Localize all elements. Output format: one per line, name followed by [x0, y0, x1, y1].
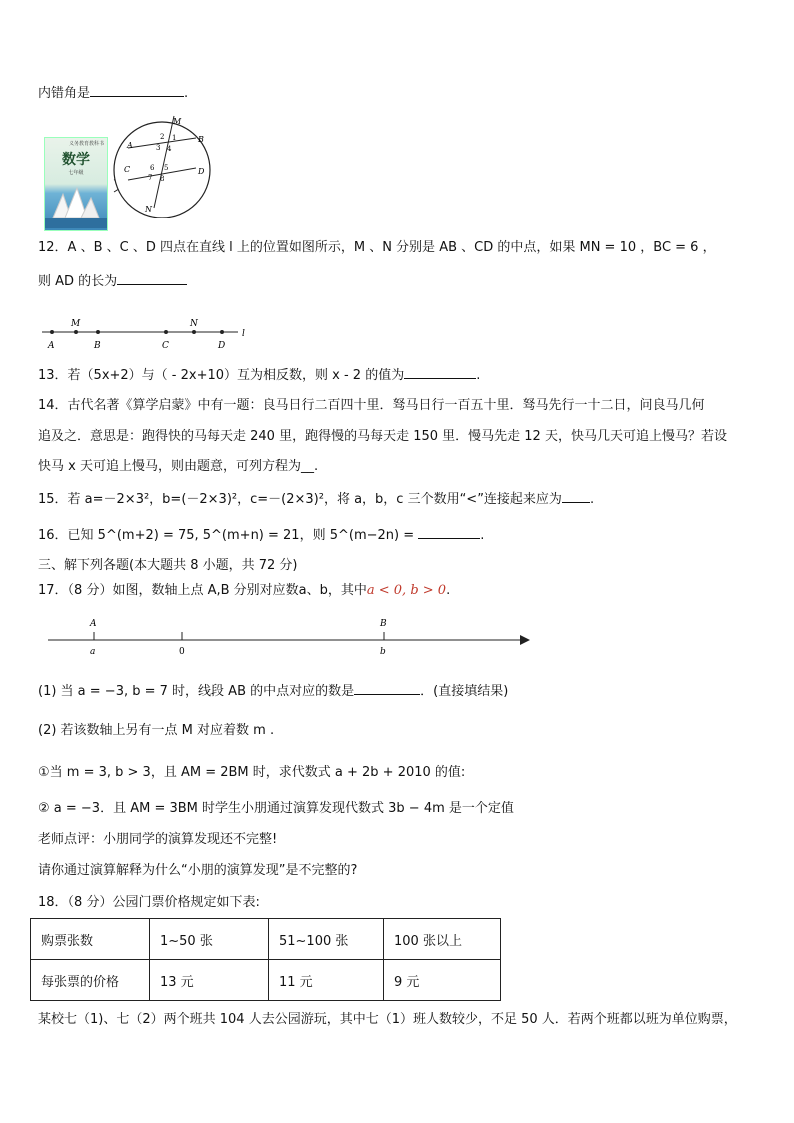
- q11-end: .: [184, 86, 189, 101]
- angle-1: 1: [172, 134, 177, 142]
- book-title: 数学: [62, 152, 90, 168]
- label-M: M: [173, 117, 182, 126]
- arrow-icon: [520, 635, 530, 645]
- point-N: [192, 330, 196, 334]
- angle-5: 5: [164, 164, 169, 172]
- label-N: N: [145, 205, 152, 214]
- number-line-figure: [46, 614, 546, 660]
- book-series: 义务教育教科书: [68, 141, 104, 147]
- label-B: B: [94, 341, 101, 351]
- q17-part2: (2) 若该数轴上另有一点 M 对应着数 m .: [38, 723, 275, 738]
- q13-answer-blank: [404, 364, 476, 379]
- label-N: N: [190, 319, 198, 329]
- q17-question: 请你通过演算解释为什么“小朋的演算发现”是不完整的?: [38, 863, 358, 878]
- q17-text: 17．（8 分）如图，数轴上点 A,B 分别对应数a、b，其中: [38, 583, 367, 598]
- points-on-line-figure: [38, 318, 258, 358]
- intersecting-lines-figure: [100, 108, 220, 218]
- q17-condition: a < 0, b > 0: [366, 583, 447, 598]
- q16: [38, 524, 484, 546]
- q12-answer-blank: [117, 270, 187, 285]
- label-D: D: [198, 167, 205, 176]
- table-cell: 13 元: [150, 960, 269, 1001]
- point-A: [50, 330, 54, 334]
- label-B: B: [380, 619, 387, 629]
- label-D: D: [218, 341, 226, 351]
- opera-house-image: [45, 178, 107, 228]
- q11-answer-blank: [90, 82, 184, 97]
- q12-text: A 、B 、C 、D 四点在直线 l 上的位置如图所示，M 、N 分别是 AB 、CD 的中点，如果 MN = 10 ，BC = 6 ，: [67, 240, 716, 255]
- point-C: [164, 330, 168, 334]
- q15-answer-blank: [562, 488, 590, 503]
- angle-2: 2: [160, 133, 165, 141]
- ticket-price-table: [30, 918, 501, 1001]
- textbook-cover: [44, 137, 108, 231]
- label-C: C: [124, 165, 131, 174]
- q17-end: .: [446, 583, 451, 598]
- q12-ask: 则 AD 的长为: [38, 274, 118, 289]
- table-cell: 1~50 张: [150, 919, 269, 960]
- angle-4: 4: [167, 145, 172, 153]
- label-b: b: [380, 647, 386, 657]
- table-cell: 11 元: [269, 960, 384, 1001]
- q12-number: 12．: [38, 240, 68, 255]
- label-C: C: [162, 341, 169, 351]
- table-cell: 9 元: [384, 960, 501, 1001]
- table-cell: 每张票的价格: [31, 960, 150, 1001]
- q12-line2: [38, 270, 187, 292]
- label-l: l: [242, 329, 245, 339]
- table-cell: 51~100 张: [269, 919, 384, 960]
- angle-7: 7: [148, 174, 153, 182]
- table-row: [31, 919, 501, 960]
- label-M: M: [71, 319, 81, 329]
- q11-tail: [38, 82, 188, 104]
- q16-end: .: [480, 528, 485, 543]
- q16-answer-blank: [418, 524, 480, 539]
- q14-line2: 追及之．意思是：跑得快的马每天走 240 里，跑得慢的马每天走 150 里．慢马先走 12 天，快马几天可追上慢马？若设: [38, 429, 727, 444]
- q17-part1-note: ．(直接填结果): [420, 684, 509, 699]
- q13-end: .: [476, 368, 481, 383]
- book-grade: 七年级: [68, 170, 84, 176]
- angle-8: 8: [160, 175, 165, 183]
- section-3-title: 三、解下列各题(本大题共 8 小题，共 72 分): [38, 558, 298, 573]
- table-cell: 100 张以上: [384, 919, 501, 960]
- q16-text: 16．已知 5^(m+2) = 75, 5^(m+n) = 21，则 5^(m−2n) =: [38, 528, 419, 543]
- q18-tail: 某校七（1)、七（2）两个班共 104 人去公园游玩，其中七（1）班人数较少，不足 50 人．若两个班都以班为单位购票，: [38, 1012, 737, 1027]
- q13: [38, 364, 480, 386]
- q17-head: [38, 581, 450, 601]
- q18-head: 18．（8 分）公园门票价格规定如下表:: [38, 895, 260, 910]
- angle-6: 6: [150, 164, 155, 172]
- q13-text: 13．若（5x+2）与（ - 2x+10）互为相反数，则 x - 2 的值为: [38, 368, 405, 383]
- table-row: [31, 960, 501, 1001]
- q14-line1: 14．古代名著《算学启蒙》中有一题：良马日行二百四十里．驽马日行一百五十里．驽马先行一十二日，问良马几何: [38, 398, 705, 413]
- q17-part1-text: (1) 当 a = −3, b = 7 时，线段 AB 的中点对应的数是: [38, 684, 355, 699]
- point-B: [96, 330, 100, 334]
- label-zero: 0: [179, 647, 185, 657]
- table-cell: 购票张数: [31, 919, 150, 960]
- label-B: B: [198, 135, 204, 144]
- label-A: A: [48, 341, 55, 351]
- q17-teacher-comment: 老师点评：小朋同学的演算发现还不完整!: [38, 832, 278, 847]
- q15: [38, 488, 594, 510]
- point-M: [74, 330, 78, 334]
- angle-3: 3: [156, 144, 161, 152]
- label-A: A: [90, 619, 97, 629]
- label-a: a: [90, 647, 96, 657]
- q17-part2-1: ①当 m = 3, b > 3，且 AM = 2BM 时，求代数式 a + 2b + 2010 的值:: [38, 765, 466, 780]
- q12-line1: [38, 238, 716, 258]
- q11-text: 内错角是: [38, 86, 91, 101]
- q17-part1: [38, 680, 508, 702]
- q17-part1-blank: [354, 680, 420, 695]
- q17-part2-2: ② a = −3．且 AM = 3BM 时学生小朋通过演算发现代数式 3b − 4m 是一个定值: [38, 801, 514, 816]
- q15-end: .: [589, 492, 595, 507]
- label-A: A: [127, 141, 133, 150]
- q14-line3: 快马 x 天可追上慢马，则由题意，可列方程为__.: [38, 459, 319, 474]
- q15-text: 15．若 a=－2×3²，b=(－2×3)²，c=－(2×3)²，将 a，b，c 三个数用“<”连接起来应为: [38, 492, 562, 507]
- point-D: [220, 330, 224, 334]
